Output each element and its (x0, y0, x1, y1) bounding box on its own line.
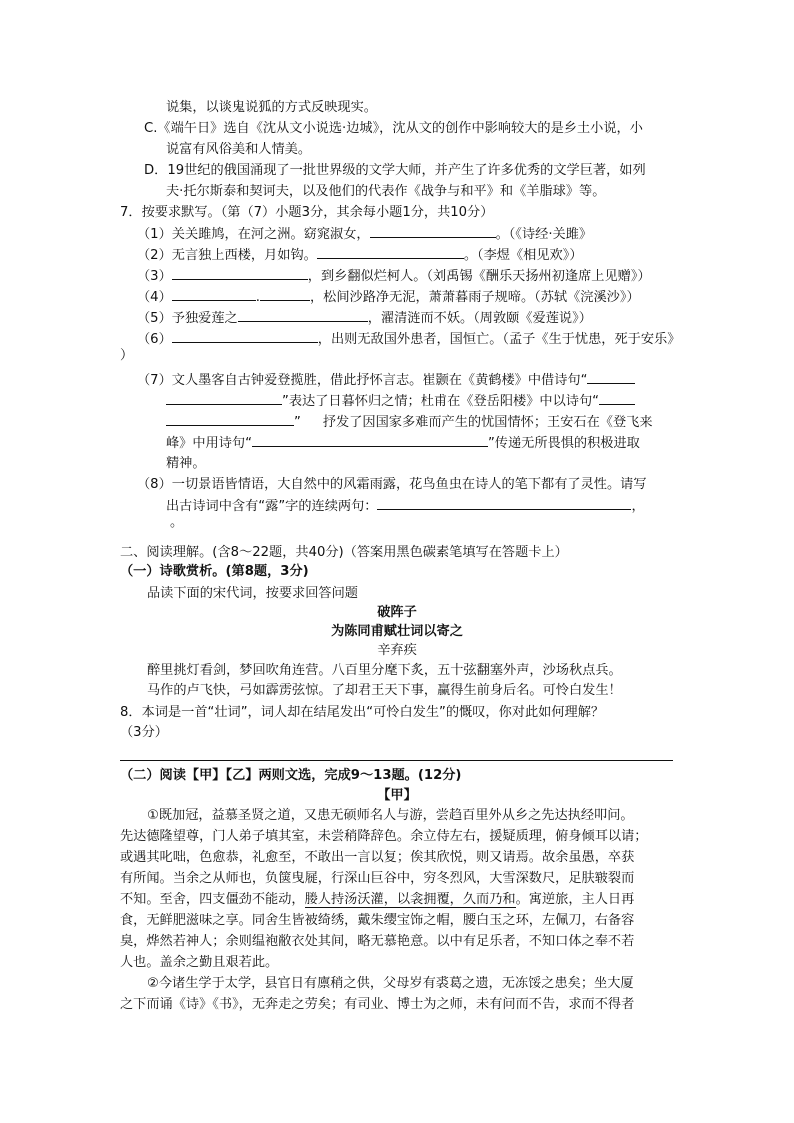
q7-item-7-text-1: （7）文人墨客自古钟爱登揽胜，借此抒怀言志。崔颢在《黄鹤楼》中借诗句“ (137, 373, 588, 388)
q7-item-6-label: （6） (137, 332, 172, 347)
answer-blank[interactable] (599, 391, 635, 405)
q8-line-1: 8．本词是一首“壮词”，词人却在结尾发出“可怜白发生”的慨叹，你对此如何理解？ (120, 705, 605, 720)
q7-item-6 (137, 329, 680, 350)
passage-p1-line-3: 或遇其叱咄，色愈恭，礼愈至，不敢出一言以复；俟其欣悦，则又请焉。故余虽愚，卒获 (120, 850, 635, 865)
q7-item-7-line3 (166, 412, 653, 433)
passage-p1-line-1: ①既加冠，益慕圣贤之道，又患无硕师名人与游，尝趋百里外从乡之先达执经叩问。 (147, 808, 634, 823)
q7-item-3 (137, 266, 651, 287)
poem-line-2: 马作的卢飞快，弓如霹雳弦惊。了却君王天下事，赢得生前身后名。可怜白发生！ (147, 683, 622, 698)
q7-item-3-text: ，到乡翻似烂柯人。（刘禹锡《酬乐天扬州初逢席上见赠》） (307, 269, 651, 284)
q7-item-8-line1: （8）一切景语皆情语，大自然中的风霜雨露，花鸟鱼虫在诗人的笔下都有了灵性。请写 (137, 477, 647, 492)
q7-item-2 (137, 245, 583, 266)
answer-blank[interactable] (238, 308, 368, 322)
part-2-heading: （二）阅读【甲】【乙】两则文选，完成9～13题。(12分) (120, 768, 462, 783)
passage-p1-line-5 (120, 890, 634, 910)
passage-p1-line-8: 人也。盖余之勤且艰若此。 (120, 955, 279, 970)
answer-blank[interactable] (317, 245, 464, 259)
answer-blank[interactable] (172, 329, 318, 343)
passage-jia-label: 【甲】 (377, 788, 417, 803)
q7-item-7-line2 (166, 391, 635, 412)
q7-item-5-text: （5）予独爱莲之 (137, 311, 238, 326)
q7-item-5-source: ，濯清涟而不妖。（周敦颐《爱莲说》） (367, 311, 592, 326)
q7-item-7-text-4: 峰》中用诗句“ (166, 436, 252, 451)
q6-option-d-line1: D．19世纪的俄国涌现了一批世界级的文学大师，并产生了许多优秀的文学巨著，如列 (144, 163, 646, 178)
passage-p1-line-2: 先达德隆望尊，门人弟子填其室，未尝稍降辞色。余立侍左右，援疑质理，俯身倾耳以请； (120, 829, 648, 844)
q7-item-6-text: ，出则无敌国外患者，国恒亡。（孟子《生于忧患，死于安乐》 (317, 332, 681, 347)
q7-item-8-period: 。 (170, 515, 184, 530)
q7-item-7-quote-close: ” (294, 415, 301, 430)
q7-item-7-line5: 精神。 (166, 456, 206, 471)
passage-p1-line-4: 有所闻。当余之从师也，负箧曳屣，行深山巨谷中，穷冬烈风，大雪深数尺，足肤皲裂而 (120, 871, 635, 886)
answer-blank[interactable] (166, 391, 282, 405)
q8-line-2: （3分） (120, 725, 168, 740)
q7-title: 7．按要求默写。（第（7）小题3分，其余每小题1分，共10分） (120, 205, 494, 220)
q6-option-c-line1: C.《端午日》选自《沈从文小说选·边城》，沈从文的创作中影响较大的是乡土小说，小 (144, 121, 643, 136)
passage-p2-line-1: ②今诸生学于太学，县官日有廪稍之供，父母岁有裘葛之遗，无冻馁之患矣；坐大厦 (147, 976, 634, 991)
underlined-sentence: 媵人持汤沃灌，以衾拥覆，久而乃和 (304, 892, 516, 907)
q7-item-8-text: 出古诗词中含有“露”字的连续两句： (166, 499, 378, 514)
poem-line-1: 醉里挑灯看剑，梦回吹角连营。八百里分麾下炙，五十弦翻塞外声，沙场秋点兵。 (147, 663, 622, 678)
section-2-title: 二、阅读理解。(含8～22题，共40分)（答案用黑色碳素笔填写在答题卡上） (120, 545, 568, 560)
poem-title: 破阵子 (377, 605, 417, 620)
passage-p1-line-5-a: 不知。至舍，四支僵劲不能动， (120, 892, 305, 907)
answer-blank[interactable] (377, 496, 631, 510)
q7-item-7-line1 (137, 370, 635, 391)
passage-p1-line-6: 食，无鲜肥滋味之享。同舍生皆被绮绣，戴朱缨宝饰之帽，腰白玉之环，左佩刀，右备容 (120, 913, 635, 928)
answer-blank[interactable] (166, 412, 294, 426)
poem-intro: 品读下面的宋代词，按要求回答问题 (147, 586, 358, 601)
q7-item-8-comma: ， (631, 499, 645, 514)
passage-p1-line-5-b: 。寓逆旅，主人日再 (515, 892, 635, 907)
passage-p2-line-2: 之下而诵《诗》《书》，无奔走之劳矣；有司业、博士为之师，未有问而不告，求而不得者 (120, 997, 635, 1012)
q6-option-d-line2: 夫·托尔斯泰和契诃夫，以及他们的代表作《战争与和平》和《羊脂球》等。 (166, 184, 606, 199)
q7-item-2-source: 。（李煜《相见欢》） (463, 248, 583, 263)
q7-item-7-text-5: ”传递无所畏惧的积极进取 (487, 436, 640, 451)
q7-item-1-source: 。（《诗经·关雎》 (495, 227, 593, 242)
q7-item-1 (137, 224, 592, 245)
part-1-heading: （一）诗歌赏析。(第8题，3分) (120, 564, 309, 579)
q7-item-7-text-2: ”表达了日暮怀归之情；杜甫在《登岳阳楼》中以诗句“ (282, 394, 599, 409)
q7-item-3-label: （3） (137, 269, 172, 284)
poem-subtitle: 为陈同甫赋壮词以寄之 (331, 624, 463, 639)
answer-line[interactable] (120, 760, 673, 761)
q7-item-7-text-3: 抒发了因国家多难而产生的忧国情怀；王安石在《登飞来 (322, 415, 653, 430)
q6-b-continued: 说集，以谈鬼说狐的方式反映现实。 (166, 100, 377, 115)
passage-p1-line-7: 臭，烨然若神人；余则缊袍敝衣处其间，略无慕艳意。以中有足乐者，不知口体之奉不若 (120, 934, 635, 949)
q7-item-4 (137, 287, 640, 308)
q7-item-1-text: （1）关关雎鸠，在河之洲。窈窕淑女， (137, 227, 370, 242)
q7-item-8-line2 (166, 496, 645, 517)
answer-blank[interactable] (370, 224, 496, 238)
answer-blank[interactable] (587, 370, 635, 384)
q6-option-c-line2: 说富有风俗美和人情美。 (166, 142, 312, 157)
answer-blank[interactable] (172, 287, 256, 301)
q7-item-4-dot: . (255, 290, 260, 305)
answer-blank[interactable] (252, 433, 488, 447)
answer-blank[interactable] (260, 287, 310, 301)
q7-item-4-label: （4） (137, 290, 172, 305)
q7-item-5 (137, 308, 592, 329)
q7-item-2-text: （2）无言独上西楼，月如钩。 (137, 248, 317, 263)
answer-blank[interactable] (172, 266, 308, 280)
poem-author: 辛弃疾 (377, 643, 417, 658)
q7-item-4-text: ，松间沙路净无泥，萧萧暮雨子规啼。（苏轼《浣溪沙》） (309, 290, 640, 305)
q7-item-7-line4 (166, 433, 640, 454)
q7-item-6-closing-paren: ） (120, 348, 134, 363)
